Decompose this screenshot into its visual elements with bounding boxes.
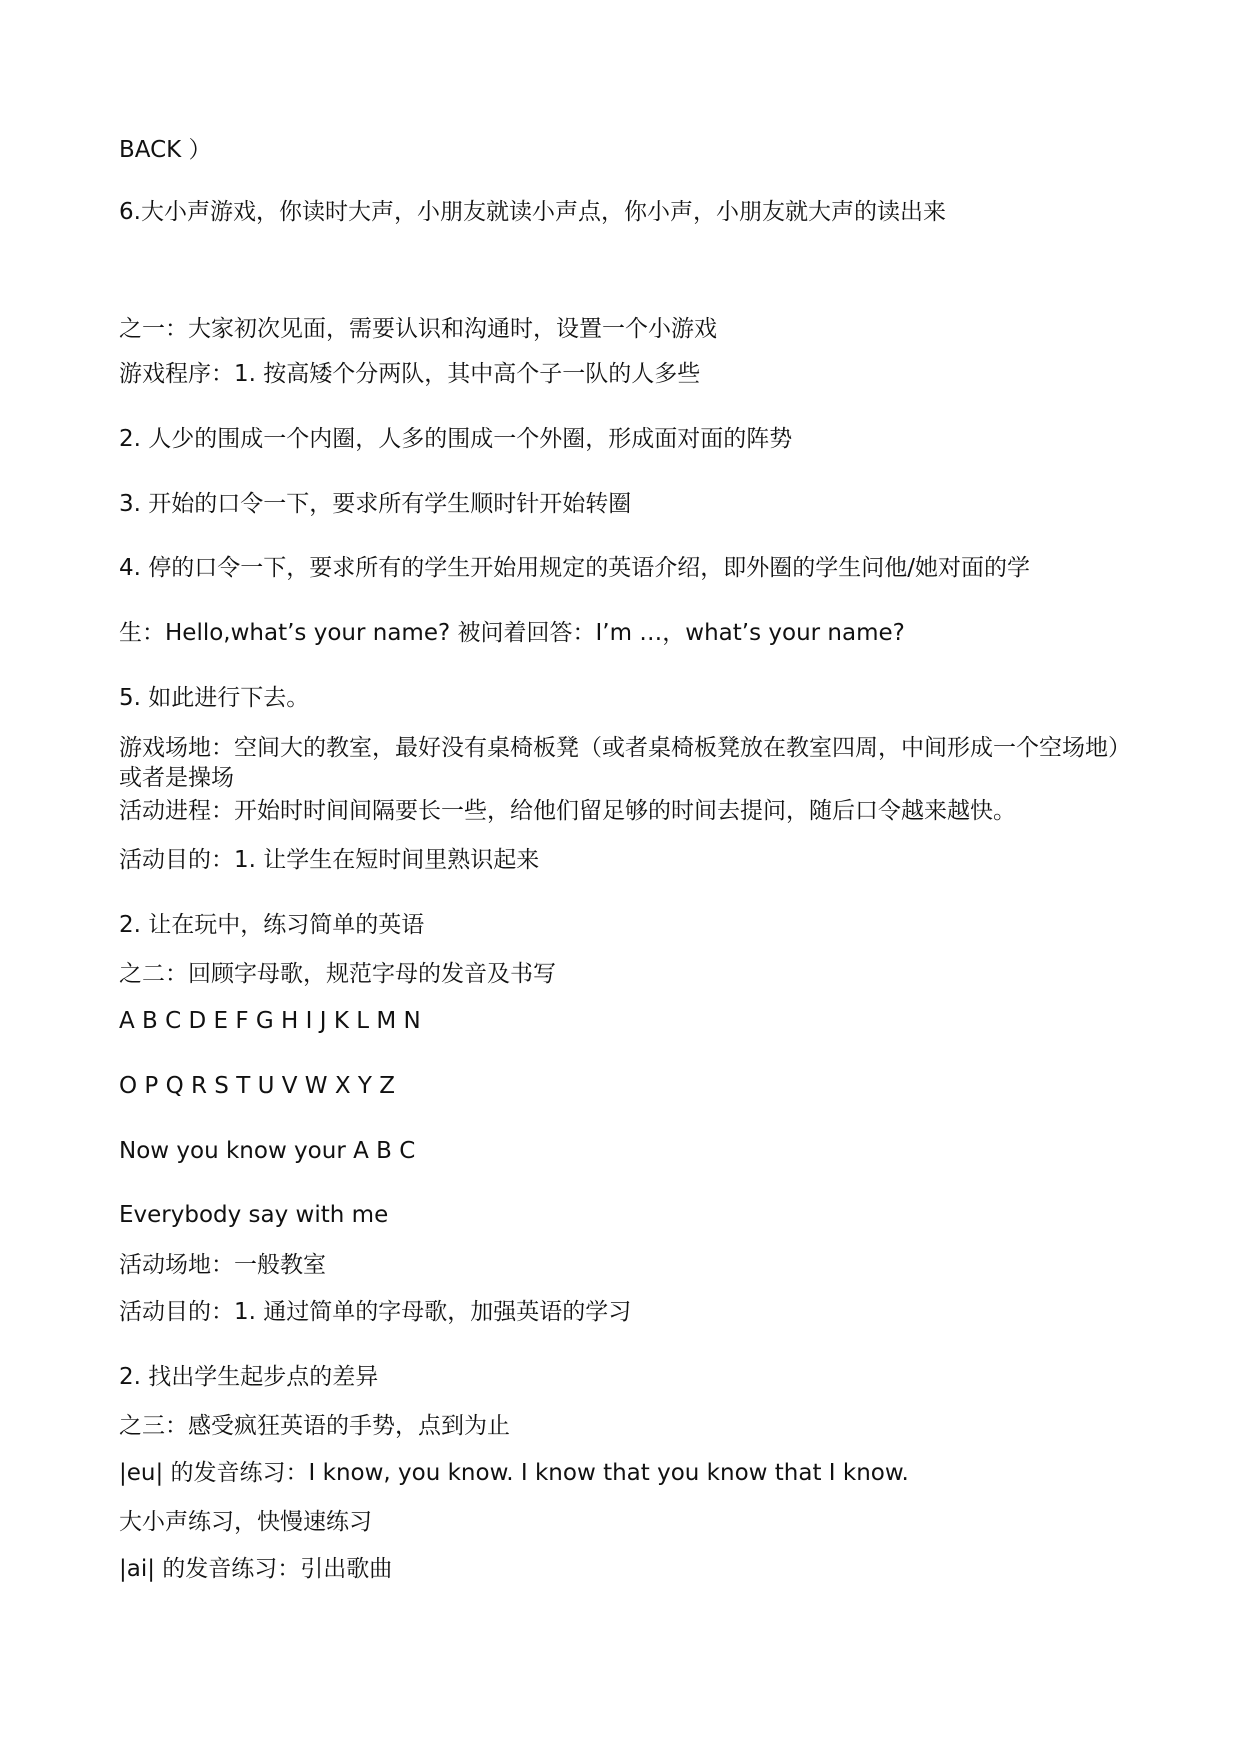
text-line-procedure-3: 3. 开始的口令一下，要求所有学生顺时针开始转圈 — [119, 491, 632, 517]
text-line-back: BACK ） — [119, 137, 212, 163]
text-line-procedure-5: 5. 如此进行下去。 — [119, 685, 310, 711]
text-line-activity-goal-3: 活动目的：1. 通过简单的字母歌，加强英语的学习 — [119, 1299, 632, 1325]
text-line-game-procedure-1: 游戏程序：1. 按高矮个分两队，其中高个子一队的人多些 — [119, 361, 701, 387]
text-line-activity-goal-1: 活动目的：1. 让学生在短时间里熟识起来 — [119, 847, 540, 873]
text-line-game-venue: 游戏场地：空间大的教室，最好没有桌椅板凳（或者桌椅板凳放在教室四周，中间形成一个空场地）或者是操场 — [119, 735, 1120, 791]
text-line-alphabet-2: O P Q R S T U V W X Y Z — [119, 1073, 395, 1099]
text-line-procedure-4: 4. 停的口令一下，要求所有的学生开始用规定的英语介绍，即外圈的学生问他/她对面的学 — [119, 555, 1031, 581]
text-line-volume-speed-practice: 大小声练习，快慢速练习 — [119, 1509, 372, 1535]
text-line-eu-practice: |eu| 的发音练习：I know, you know. I know that you know that I know. — [119, 1460, 909, 1486]
text-line-procedure-4-cont: 生：Hello,what’s your name? 被问着回答：I’m …，what’s your name? — [119, 620, 905, 646]
text-line-now-you-know: Now you know your A B C — [119, 1138, 416, 1164]
text-line-activity-goal-2: 2. 让在玩中，练习简单的英语 — [119, 912, 425, 938]
text-line-everybody-say: Everybody say with me — [119, 1202, 389, 1228]
text-line-activity-venue: 活动场地：一般教室 — [119, 1252, 326, 1278]
text-line-alphabet-1: A B C D E F G H I J K L M N — [119, 1008, 421, 1034]
text-line-ai-practice: |ai| 的发音练习：引出歌曲 — [119, 1556, 393, 1582]
text-line-part-two-heading: 之二：回顾字母歌，规范字母的发音及书写 — [119, 961, 556, 987]
text-line-game-6: 6.大小声游戏，你读时大声，小朋友就读小声点，你小声，小朋友就大声的读出来 — [119, 199, 946, 225]
text-line-procedure-2: 2. 人少的围成一个内圈，人多的围成一个外圈，形成面对面的阵势 — [119, 426, 793, 452]
text-line-part-one-heading: 之一：大家初次见面，需要认识和沟通时，设置一个小游戏 — [119, 316, 717, 342]
text-line-part-three-heading: 之三：感受疯狂英语的手势，点到为止 — [119, 1413, 510, 1439]
text-line-activity-process: 活动进程：开始时时间间隔要长一些，给他们留足够的时间去提问，随后口令越来越快。 — [119, 798, 1016, 824]
text-line-activity-goal-4: 2. 找出学生起步点的差异 — [119, 1364, 379, 1390]
